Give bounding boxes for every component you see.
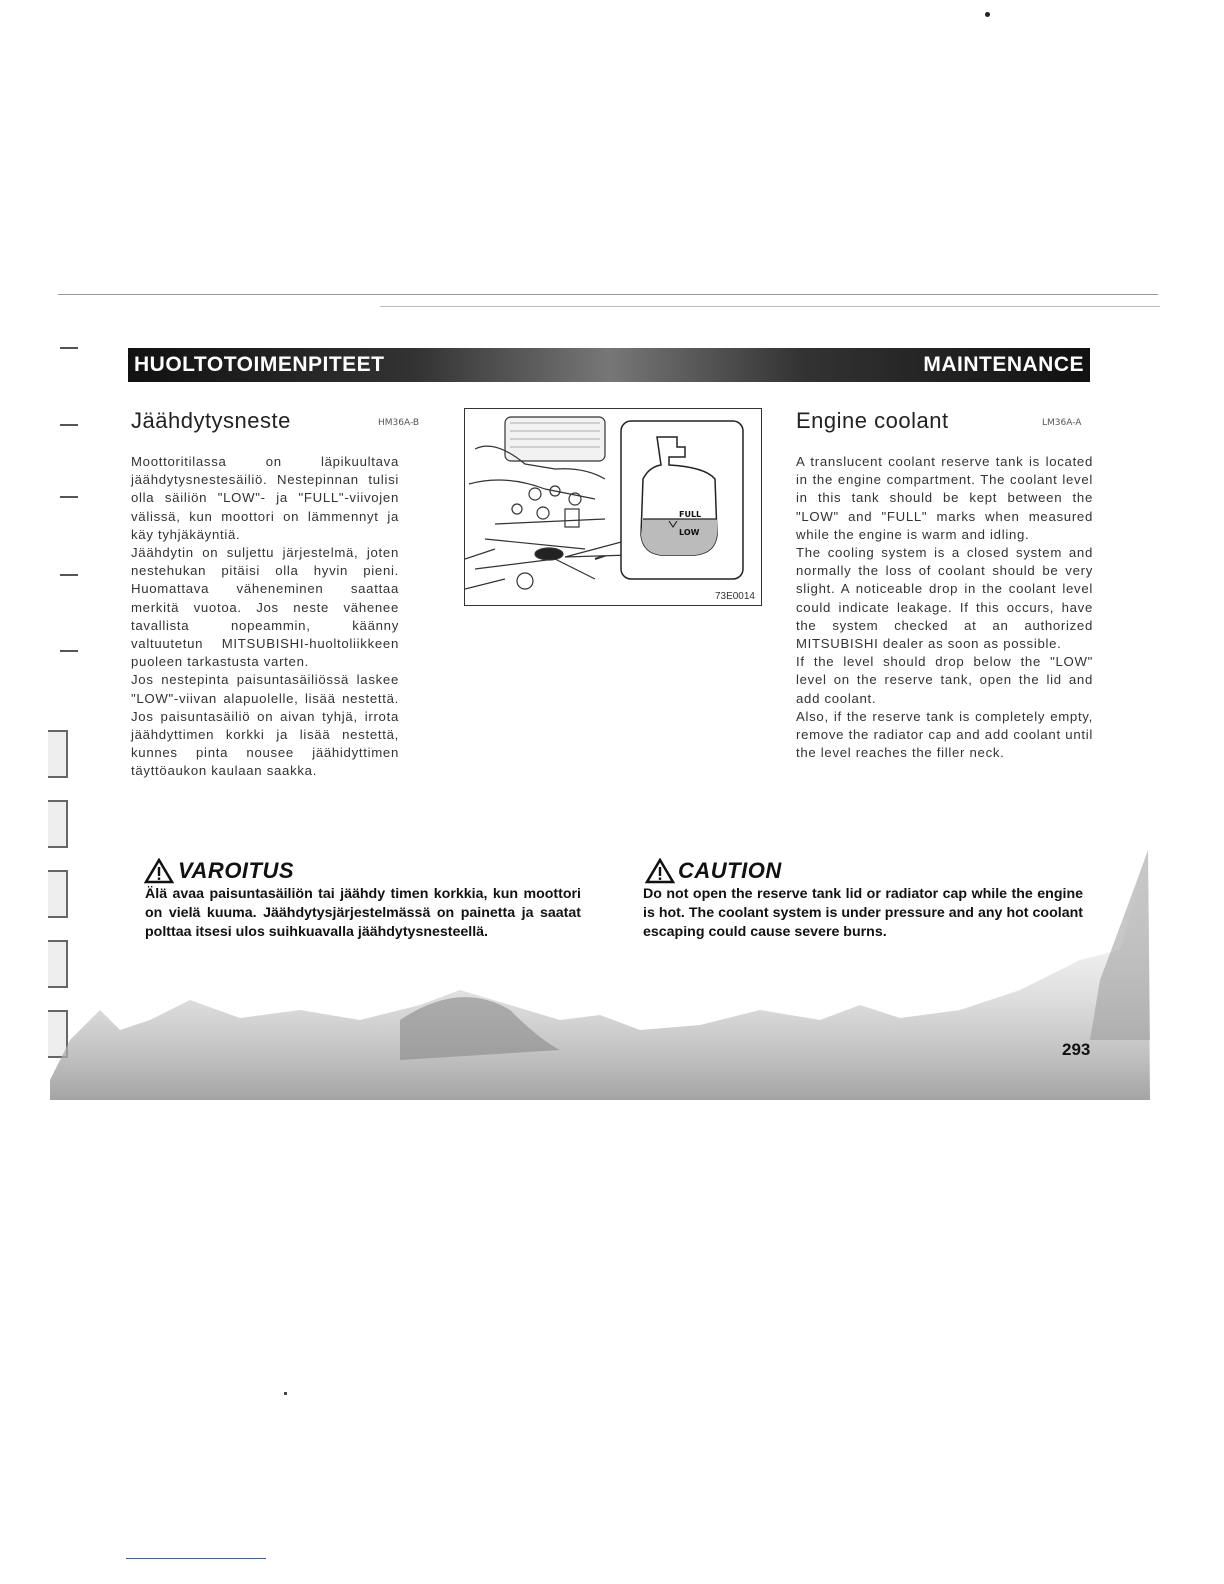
paragraph: Also, if the reserve tank is completely empty, remove the radiator cap and add coolant until the level reaches the filler neck. bbox=[796, 708, 1093, 761]
section-header-bar bbox=[128, 348, 1090, 382]
margin-tick bbox=[60, 424, 78, 426]
figure-code: 73E0014 bbox=[714, 591, 755, 602]
stray-mark bbox=[284, 1392, 287, 1395]
heading-en: Engine coolant bbox=[796, 408, 949, 433]
paragraph: If the level should drop below the "LOW" level on the reserve tank, open the lid and add coolant. bbox=[796, 654, 1093, 706]
margin-tick bbox=[60, 574, 78, 576]
caution-text-en: Do not open the reserve tank lid or radiator cap while the engine is hot. The coolant system is under pressure and any hot coolant escaping could cause severe burns. bbox=[643, 886, 1083, 940]
paragraph: Moottoritilassa on läpikuultava jäähdytysnestesäiliö. Nestepinnan tulisi olla säiliön "LOW"- ja "FULL"-viivojen välissä, kun moottori on lämmennyt ja käy tyhjäkäyntiä. bbox=[131, 454, 399, 542]
full-label: FULL bbox=[679, 510, 702, 519]
code-en: LM36A-A bbox=[1042, 418, 1082, 428]
engine-illustration bbox=[465, 409, 761, 605]
margin-tick bbox=[60, 650, 78, 652]
paragraph: Jäähdytin on suljettu järjestelmä, joten nestehukan pitäisi olla hyvin pieni. Huomattava väheneminen saattaa merkitä vuotoa. Jos neste vähenee tavallista nopeammin, käänny valtuutetun MITSUBISHI-huoltoliikkeen puoleen tarkastusta varten. bbox=[131, 545, 399, 670]
page-edge-line bbox=[58, 294, 1158, 295]
caution-triangle-icon bbox=[645, 858, 675, 884]
binder-tab bbox=[48, 730, 68, 778]
margin-tick bbox=[60, 347, 78, 349]
header-title-en: MAINTENANCE bbox=[923, 353, 1084, 376]
caution-title-en: CAUTION bbox=[678, 858, 782, 883]
paragraph: A translucent coolant reserve tank is located in the engine compartment. The coolant level in this tank should be kept between the "LOW" and "FULL" marks when measured while the engine is warm and idling. bbox=[796, 454, 1093, 542]
page-number: 293 bbox=[1062, 1040, 1091, 1059]
heading-fi: Jäähdytysneste bbox=[131, 408, 291, 433]
header-title-fi: HUOLTOTOIMENPITEET bbox=[134, 353, 385, 376]
paragraph: The cooling system is a closed system and normally the loss of coolant should be very slight. A noticeable drop in the coolant level could indicate leakage. If this occurs, have the system checked at an authorized MITSUBISHI dealer as soon as possible. bbox=[796, 545, 1093, 652]
page-edge-line-2 bbox=[380, 306, 1160, 307]
coolant-tank-figure bbox=[464, 408, 762, 606]
margin-tick bbox=[60, 496, 78, 498]
warning-title-fi: VAROITUS bbox=[178, 858, 295, 883]
paragraph: Jos nestepinta paisuntasäiliössä laskee "LOW"-viivan alapuolelle, lisää nestettä. Jos paisuntasäiliö on aivan tyhjä, irrota jäähdyttimen korkki ja lisää nestettä, kunnes pinta nousee jäähidyttimen täyttöaukon kaulaan saakka. bbox=[131, 672, 399, 779]
footnote-line bbox=[126, 1558, 266, 1559]
warning-text-fi: Älä avaa paisuntasäiliön tai jäähdy timen korkkia, kun moottori on vielä kuuma. Jäähdytysjärjestelmässä on painetta ja saatat polttaa itsesi ulos suihkuavalla jäähdytysnesteellä. bbox=[145, 886, 581, 940]
warning-triangle-icon bbox=[144, 858, 174, 884]
stray-dot bbox=[985, 12, 990, 17]
body-text-fi bbox=[131, 453, 399, 781]
body-text-en bbox=[796, 453, 1093, 762]
low-label: LOW bbox=[679, 528, 700, 537]
code-fi: HM36A-B bbox=[378, 418, 420, 428]
